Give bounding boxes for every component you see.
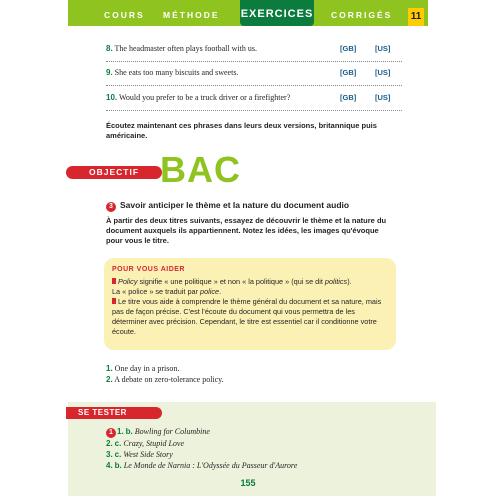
us-tag: [US] bbox=[375, 68, 391, 77]
answer-dotted-line bbox=[106, 110, 402, 111]
item-title: Le Monde de Narnia : L'Odyssée du Passeur d'Aurore bbox=[123, 461, 298, 470]
question-number: 9. bbox=[106, 68, 113, 77]
item-letter: b. bbox=[114, 461, 122, 470]
bac-title: BAC bbox=[160, 149, 241, 190]
nav-cours[interactable]: COURS bbox=[104, 10, 145, 20]
question-text: She eats too many biscuits and sweets. bbox=[114, 68, 239, 77]
item-number: 3. bbox=[106, 450, 113, 459]
question-row bbox=[106, 68, 406, 82]
help-text: La « police » se traduit par bbox=[112, 287, 201, 296]
nav-methode[interactable]: MÉTHODE bbox=[163, 10, 220, 20]
item-letter: c. bbox=[114, 450, 122, 459]
se-tester-list bbox=[106, 426, 297, 471]
help-text: Le titre vous aide à comprendre le thème général du document et sa nature, mais pas de façon précise. C'est l'écoute du document qui vous permettra de les déterminer avec précision. Cependant, le titre est essentiel car il conditionne votre écoute. bbox=[112, 297, 382, 336]
item-title: Bowling for Columbine bbox=[134, 427, 210, 436]
item-title: West Side Story bbox=[123, 450, 173, 459]
help-paragraph-2 bbox=[112, 297, 388, 337]
objectif-badge: OBJECTIF bbox=[66, 166, 162, 179]
us-tag: [US] bbox=[375, 93, 391, 102]
nav-corriges[interactable]: CORRIGÉS bbox=[331, 10, 393, 20]
list-item bbox=[106, 363, 224, 374]
section-intro: À partir des deux titres suivants, essayez de découvrir le thème et la nature du document auxquels ils appartiennent. Notez les idées, les images qu'évoque pour vous le titre. bbox=[106, 216, 387, 245]
us-tag: [US] bbox=[375, 44, 391, 53]
help-title: POUR VOUS AIDER bbox=[112, 266, 185, 273]
section-title-text: Savoir anticiper le thème et la nature du document audio bbox=[120, 200, 350, 210]
question-number: 10. bbox=[106, 93, 118, 102]
exercise-number-badge: 1 bbox=[106, 428, 116, 438]
item-number: 4. bbox=[106, 461, 113, 470]
listen-instruction: Écoutez maintenant ces phrases dans leurs deux versions, britannique puis américaine. bbox=[106, 121, 377, 140]
help-term: Policy bbox=[118, 277, 138, 286]
answer-number: 1. bbox=[106, 364, 113, 373]
item-number: 2. bbox=[106, 439, 113, 448]
answer-text: One day in a prison. bbox=[114, 364, 180, 373]
item-number: 1. bbox=[117, 427, 124, 436]
help-text: ). bbox=[347, 277, 352, 286]
help-box bbox=[104, 258, 396, 350]
gb-tag: [GB] bbox=[340, 68, 357, 77]
answer-text: A debate on zero-tolerance policy. bbox=[114, 375, 224, 384]
list-item bbox=[106, 374, 224, 385]
red-bullet-icon bbox=[112, 278, 116, 284]
question-row bbox=[106, 44, 406, 58]
page-number: 155 bbox=[240, 478, 256, 488]
answer-dotted-line bbox=[106, 85, 402, 86]
red-bullet-icon bbox=[112, 298, 116, 304]
se-tester-badge: SE TESTER bbox=[66, 407, 162, 419]
answer-dotted-line bbox=[106, 61, 402, 62]
list-item bbox=[106, 426, 297, 438]
item-letter: b. bbox=[125, 427, 133, 436]
answer-number: 2. bbox=[106, 375, 113, 384]
help-term: politics bbox=[324, 277, 348, 286]
item-title: Crazy, Stupid Love bbox=[123, 439, 185, 448]
section-title bbox=[106, 200, 349, 212]
question-row bbox=[106, 93, 406, 107]
question-text: The headmaster often plays football with us. bbox=[114, 44, 257, 53]
question-text: Would you prefer to be a truck driver or a firefighter? bbox=[118, 93, 291, 102]
question-number: 8. bbox=[106, 44, 113, 53]
gb-tag: [GB] bbox=[340, 44, 357, 53]
nav-exercices-active[interactable]: EXERCICES bbox=[240, 0, 314, 26]
list-item bbox=[106, 438, 297, 449]
help-paragraph-1 bbox=[112, 277, 388, 297]
help-term: police bbox=[200, 287, 220, 296]
gb-tag: [GB] bbox=[340, 93, 357, 102]
chapter-tab: 11 bbox=[408, 8, 424, 26]
help-text: signifie « une politique » et non « la politique » (qui se dit bbox=[137, 277, 325, 286]
answer-list bbox=[106, 363, 224, 385]
help-text: . bbox=[219, 287, 222, 296]
section-number-badge: 3 bbox=[106, 202, 116, 212]
list-item bbox=[106, 449, 297, 460]
list-item bbox=[106, 460, 297, 471]
item-letter: c. bbox=[114, 439, 122, 448]
